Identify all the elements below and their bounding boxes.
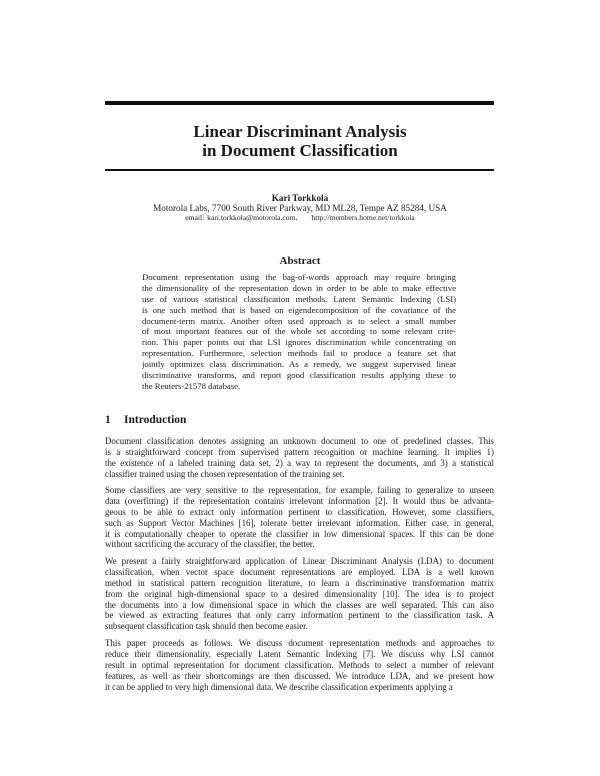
text-line: representation. Furthermore, selection methods fail to produce a feature set that [142, 348, 456, 359]
text-line: subsequent classification task should then become easier. [105, 621, 308, 632]
section-title: Introduction [124, 414, 187, 426]
author-homepage: http://members.home.net/torkkola [311, 213, 415, 222]
text-line: such as Support Vector Machines [16], tolerate better irrelevant information. Either case, in general, [105, 517, 494, 528]
text-line: Document representation using the bag-of-words approach may require bringing [142, 272, 456, 282]
author-contact [0, 213, 600, 222]
text-line: This paper proceeds as follows. We discuss document representation methods and approaches to [105, 638, 494, 648]
text-line: it is computationally cheaper to operate the classifier in low dimensional spaces. If this can be done [105, 528, 494, 539]
text-line: document-term matrix. Another often used approach is to select a small number [142, 315, 456, 326]
text-line: result in optimal representation for document classification. Methods to select a number of relevant [105, 659, 494, 670]
paragraph [105, 638, 494, 692]
author-affiliation: Motorola Labs, 7700 South River Parkway, MD ML28, Tempe AZ 85284, USA [153, 203, 447, 213]
title-line: Linear Discriminant Analysis [193, 122, 407, 141]
text-line: use of various statistical classification methods. Latent Semantic Indexing (LSI) [142, 293, 456, 304]
text-line: of most important features out of the whole set according to some relevant crite- [142, 326, 456, 337]
text-line: jointly optimizes class discrimination. As a remedy, we suggest supervised linear [142, 359, 456, 370]
abstract-heading: Abstract [279, 255, 321, 267]
text-line: is a straightforward concept from supervised pattern recognition or machine learning. It implies 1) [105, 446, 494, 457]
section-heading [105, 413, 186, 427]
text-line: We present a fairly straightforward application of Linear Discriminant Analysis (LDA) to document [105, 556, 494, 566]
text-line: features, as well as their shortcomings are then discussed. We introduce LDA, and we present how [105, 670, 494, 681]
text-line: rion. This paper points out that LSI ignores discrimination while concentrating on [142, 337, 456, 348]
text-line: the documents into a low dimensional space in which the classes are well separated. This can also [105, 599, 494, 610]
text-line: reduce their dimensionality, especially Latent Semantic Indexing [7]. We discuss why LSI cannot [105, 648, 494, 659]
text-line: Document classification denotes assigning an unknown document to one of predefined classes. This [105, 436, 494, 446]
text-line: classification, when vector space document representations are employed. LDA is a well known [105, 566, 494, 577]
title-bottom-rule [105, 169, 494, 171]
title-line: in Document Classification [202, 141, 398, 160]
author-email: email: kari.torkkola@motorola.com, [185, 213, 298, 222]
title-top-rule [105, 101, 494, 105]
abstract-body [142, 272, 456, 392]
paragraph [105, 485, 494, 550]
text-line: the Reuters-21578 database. [142, 380, 241, 391]
text-line: it can be applied to very high dimensional data. We describe classification experiments applying a [105, 681, 453, 692]
text-line: be viewed as extracting features that only carry information pertinent to the classification task. A [105, 610, 494, 621]
text-line: method in statistical pattern recognition literature, to learn a discriminative transformation matrix [105, 577, 494, 588]
paragraph [105, 436, 494, 480]
text-line: is one such method that is based on eigendecomposition of the covariance of the [142, 304, 456, 315]
paper-title [0, 122, 600, 160]
author-name: Kari Torkkola [271, 193, 329, 203]
text-line: the dimensionality of the representation down in order to be able to make effective [142, 282, 456, 293]
paragraph [105, 556, 494, 632]
text-line: the existence of a labeled training data set, 2) a way to represent the documents, and 3) a statistical [105, 457, 494, 468]
text-line: classifier trained using the chosen representation of the training set. [105, 468, 345, 479]
text-line: without sacrificing the accuracy of the classifier, the better. [105, 539, 315, 550]
text-line: data (overfitting) if the representation contains irrelevant information [2]. It would thus be advanta- [105, 495, 494, 506]
text-line: Some classifiers are very sensitive to the representation, for example, failing to generalize to unseen [105, 485, 494, 495]
section-number: 1 [105, 414, 111, 426]
text-line: discriminative transforms, and report good classification results applying these to [142, 370, 456, 381]
text-line: from the original high-dimensional space to a desired dimensionality [10]. The idea is to project [105, 588, 494, 599]
text-line: geous to be able to extract only information pertinent to classification. However, some classifiers, [105, 506, 494, 517]
